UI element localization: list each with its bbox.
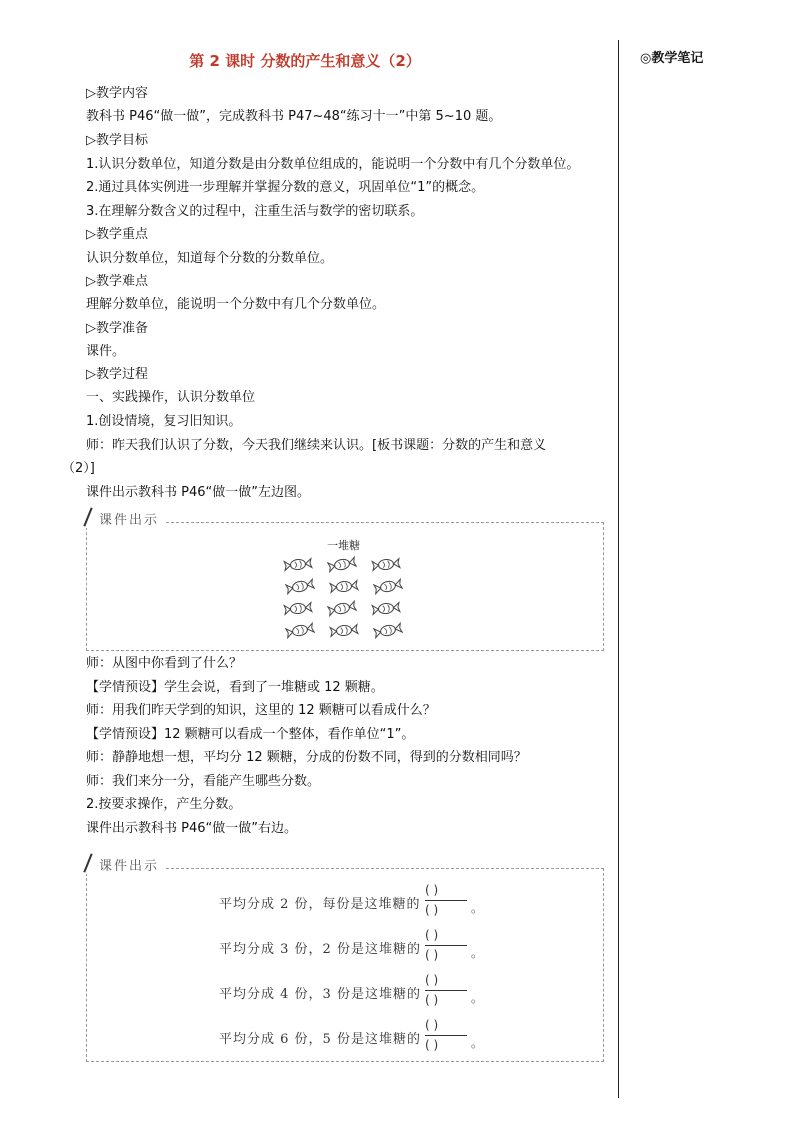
candy-icon bbox=[326, 554, 358, 575]
preparation-text: 课件。 bbox=[86, 344, 126, 359]
candy-icon bbox=[326, 598, 358, 619]
process-step-heading: 一、实践操作，认识分数单位 bbox=[86, 390, 256, 405]
candy-icon bbox=[282, 555, 313, 573]
goal-item: 3.在理解分数含义的过程中，注重生活与数学的密切联系。 bbox=[86, 204, 424, 219]
candy-icon bbox=[370, 599, 401, 617]
candy-icon bbox=[328, 621, 359, 639]
margin-divider bbox=[618, 40, 619, 1098]
lesson-title: 第 2 课时 分数的产生和意义（2） bbox=[189, 52, 421, 70]
candy-icon bbox=[372, 576, 404, 597]
candy-icon bbox=[328, 577, 359, 595]
section-heading-process: ▷教学过程 bbox=[86, 367, 148, 382]
courseware-tag-label: 课件出示 bbox=[99, 859, 160, 874]
section-heading-difficulties: ▷教学难点 bbox=[86, 274, 148, 289]
teaching-notes-label: ◎教学笔记 bbox=[640, 51, 704, 66]
teacher-dialogue: 师：从图中你看到了什么？ bbox=[86, 656, 243, 671]
fraction-bar bbox=[425, 900, 467, 901]
fraction-blank[interactable] bbox=[423, 881, 469, 921]
candy-icon bbox=[282, 599, 313, 617]
candy-pile-title: 一堆糖 bbox=[327, 539, 360, 552]
tag-slash-decoration bbox=[83, 853, 92, 872]
section-heading-key-points: ▷教学重点 bbox=[86, 227, 148, 242]
courseware-instruction: 课件出示教科书 P46“做一做”右边。 bbox=[86, 821, 297, 836]
key-points-text: 认识分数单位，知道每个分数的分数单位。 bbox=[86, 251, 334, 266]
courseware-tag bbox=[83, 855, 165, 874]
denominator-blank[interactable]: ( ) bbox=[425, 993, 439, 1007]
difficulties-text: 理解分数单位，能说明一个分数中有几个分数单位。 bbox=[86, 297, 386, 312]
period: 。 bbox=[471, 991, 484, 1005]
exercise-text: 平均分成 3 份，2 份是这堆糖的 bbox=[219, 942, 421, 957]
courseware-tag-label: 课件出示 bbox=[99, 513, 160, 528]
candy-icon bbox=[284, 620, 316, 641]
fraction-bar bbox=[425, 990, 467, 991]
courseware-tag bbox=[83, 509, 165, 528]
candy-icon bbox=[370, 555, 401, 573]
fraction-bar bbox=[425, 1035, 467, 1036]
section-heading-preparation: ▷教学准备 bbox=[86, 321, 148, 336]
goal-item: 1.认识分数单位，知道分数是由分数单位组成的，能说明一个分数中有几个分数单位。 bbox=[86, 157, 580, 172]
section-heading-goals: ▷教学目标 bbox=[86, 133, 148, 148]
teacher-dialogue: 师：我们来分一分，看能产生哪些分数。 bbox=[86, 774, 321, 789]
student-prediction: 【学情预设】学生会说，看到了一堆糖或 12 颗糖。 bbox=[86, 680, 384, 695]
fraction-blank[interactable] bbox=[423, 926, 469, 966]
denominator-blank[interactable]: ( ) bbox=[425, 903, 439, 917]
courseware-instruction: 课件出示教科书 P46“做一做”左边图。 bbox=[86, 485, 310, 500]
process-substep: 2.按要求操作，产生分数。 bbox=[86, 797, 242, 812]
numerator-blank[interactable]: ( ) bbox=[425, 1018, 439, 1032]
courseware-box-fractions bbox=[86, 859, 604, 1062]
student-prediction: 【学情预设】12 颗糖可以看成一个整体，看作单位“1”。 bbox=[86, 727, 415, 742]
goal-item: 2.通过具体实例进一步理解并掌握分数的意义，巩固单位“1”的概念。 bbox=[86, 180, 485, 195]
period: 。 bbox=[471, 1036, 484, 1050]
process-substep: 1.创设情境，复习旧知识。 bbox=[86, 414, 242, 429]
teacher-dialogue: 师：用我们昨天学到的知识，这里的 12 颗糖可以看成什么？ bbox=[86, 703, 436, 718]
numerator-blank[interactable]: ( ) bbox=[425, 928, 439, 942]
exercise-text: 平均分成 6 份，5 份是这堆糖的 bbox=[219, 1032, 421, 1047]
denominator-blank[interactable]: ( ) bbox=[425, 1038, 439, 1052]
fraction-blank[interactable] bbox=[423, 971, 469, 1011]
candy-icon bbox=[284, 576, 316, 597]
fraction-blank[interactable] bbox=[423, 1016, 469, 1056]
period: 。 bbox=[471, 901, 484, 915]
numerator-blank[interactable]: ( ) bbox=[425, 883, 439, 897]
teacher-dialogue-wrap: （2）] bbox=[62, 461, 95, 476]
content-text: 教科书 P46“做一做”，完成教科书 P47~48“练习十一”中第 5~10 题。 bbox=[86, 109, 502, 124]
teacher-dialogue: 师：静静地想一想，平均分 12 颗糖，分成的份数不同，得到的分数相同吗？ bbox=[86, 750, 527, 765]
exercise-text: 平均分成 2 份，每份是这堆糖的 bbox=[219, 897, 421, 912]
exercise-text: 平均分成 4 份，3 份是这堆糖的 bbox=[219, 987, 421, 1002]
candy-icon bbox=[372, 620, 404, 641]
denominator-blank[interactable]: ( ) bbox=[425, 948, 439, 962]
teacher-dialogue: 师：昨天我们认识了分数，今天我们继续来认识。[板书课题：分数的产生和意义 bbox=[86, 438, 547, 453]
numerator-blank[interactable]: ( ) bbox=[425, 973, 439, 987]
courseware-box-candy bbox=[86, 513, 604, 651]
section-heading-content: ▷教学内容 bbox=[86, 86, 148, 101]
period: 。 bbox=[471, 946, 484, 960]
fraction-bar bbox=[425, 945, 467, 946]
tag-slash-decoration bbox=[83, 507, 92, 526]
